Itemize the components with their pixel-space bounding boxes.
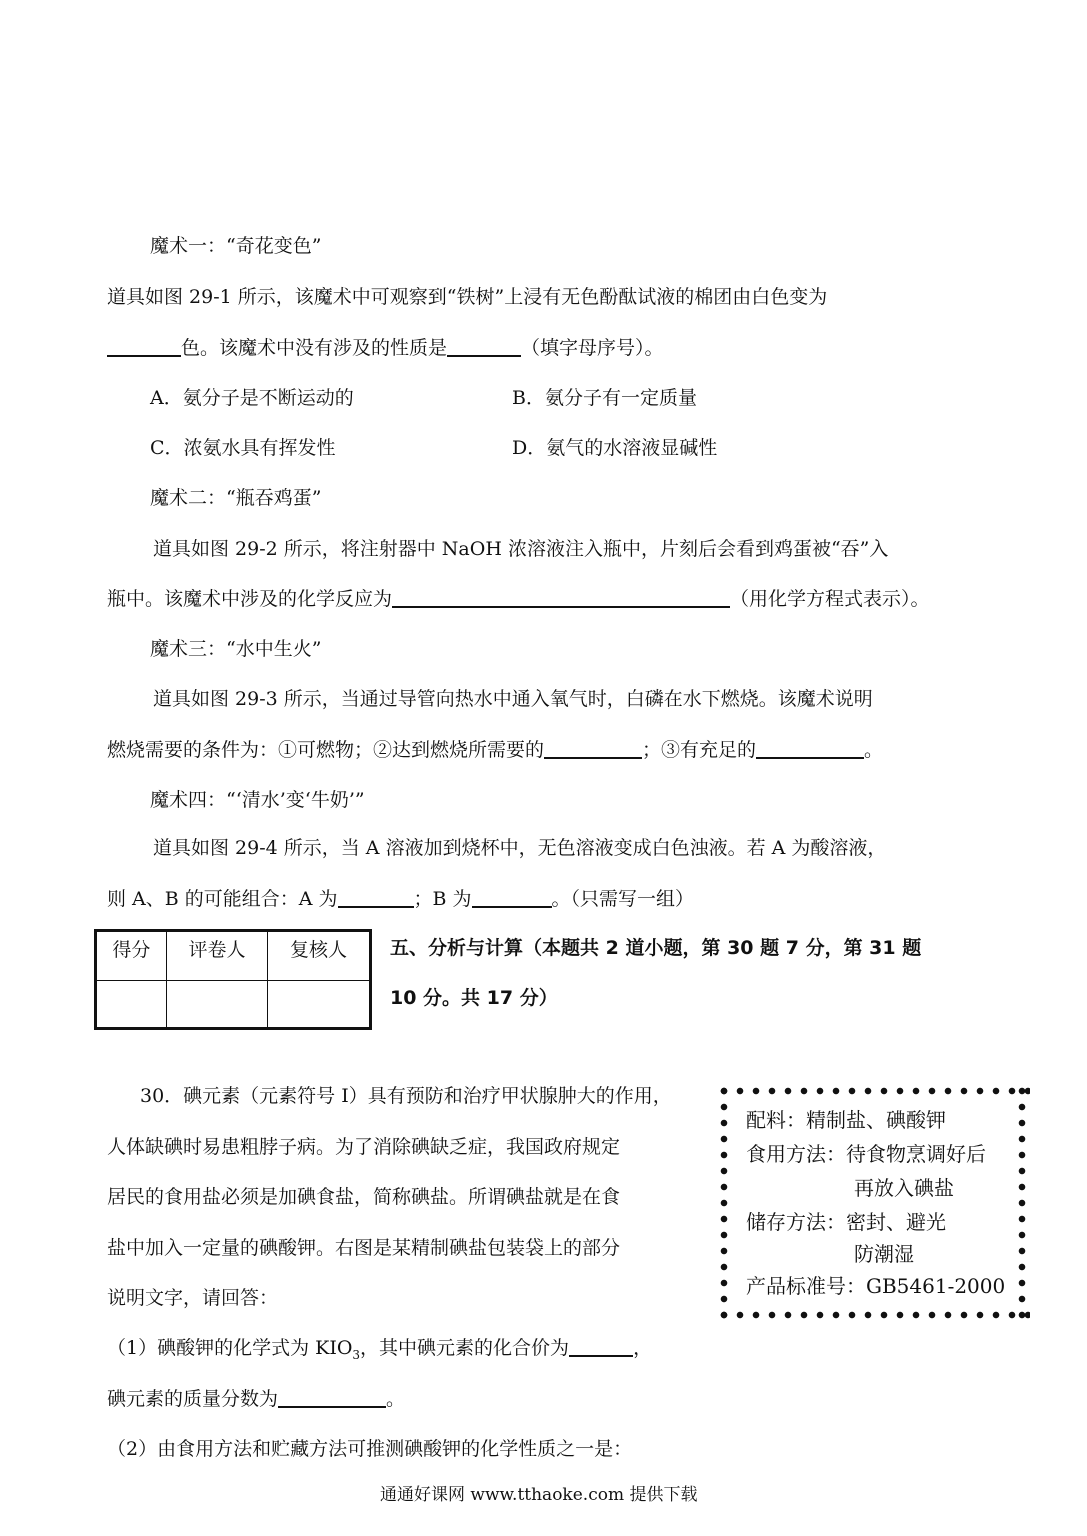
option-a: A．氨分子是不断运动的 xyxy=(150,387,354,409)
q30-sub1-line2: 碘元素的质量分数为 。 xyxy=(107,1388,406,1410)
magic2-title: 魔术二：“瓶吞鸡蛋” xyxy=(150,487,322,509)
label-usage-cont: 再放入碘盐 xyxy=(854,1176,954,1200)
option-b: B．氨分子有一定质量 xyxy=(512,387,697,409)
score-header: 得分 xyxy=(96,931,167,981)
answer-blank-b[interactable] xyxy=(472,886,552,908)
magic4-line2: 则 A、B 的可能组合：A 为 ；B 为 。（只需写一组） xyxy=(107,888,695,910)
answer-blank-oxygen[interactable] xyxy=(756,737,864,759)
magic4-line1: 道具如图 29-4 所示，当 A 溶液加到烧杯中，无色溶液变成白色浊液。若 A 为酸溶液， xyxy=(153,837,887,859)
magic2-line2: 瓶中。该魔术中涉及的化学反应为 （用化学方程式表示）。 xyxy=(107,588,930,610)
answer-blank-color[interactable] xyxy=(107,335,181,357)
magic1-line1: 道具如图 29-1 所示，该魔术中可观察到“铁树”上浸有无色酚酞试液的棉团由白色变为 xyxy=(107,286,828,308)
label-usage: 食用方法：待食物烹调好后 xyxy=(746,1142,986,1166)
label-ingredients: 配料：精制盐、碘酸钾 xyxy=(746,1108,946,1132)
label-standard: 产品标准号：GB5461-2000 xyxy=(746,1274,1006,1298)
q30-sub1: （1）碘酸钾的化学式为 $KIO_3$，其中碘元素的化合价为 ， xyxy=(107,1337,653,1362)
grader-header: 评卷人 xyxy=(166,931,267,981)
reviewer-header: 复核人 xyxy=(268,931,371,981)
section5-heading-line1: 五、分析与计算（本题共 2 道小题，第 30 题 7 分，第 31 题 xyxy=(390,937,922,959)
score-table xyxy=(94,929,372,1030)
section5-heading-line2: 10 分。共 17 分） xyxy=(390,987,558,1009)
page-footer: 通通好课网 www.tthaoke.com 提供下载 xyxy=(380,1485,698,1505)
magic1-title: 魔术一：“奇花变色” xyxy=(150,235,322,257)
q30-line5: 说明文字，请回答： xyxy=(107,1287,279,1309)
option-c: C．浓氨水具有挥发性 xyxy=(150,437,336,459)
magic3-line2: 燃烧需要的条件为：①可燃物；②达到燃烧所需要的 ；③有充足的 。 xyxy=(107,739,884,761)
grader-cell[interactable] xyxy=(166,981,267,1029)
label-storage-cont: 防潮湿 xyxy=(854,1242,914,1266)
option-d: D．氨气的水溶液显碱性 xyxy=(512,437,718,459)
magic2-line1: 道具如图 29-2 所示，将注射器中 NaOH 浓溶液注入瓶中，片刻后会看到鸡蛋被“吞”入 xyxy=(153,538,889,560)
q30-sub2: （2）由食用方法和贮藏方法可推测碘酸钾的化学性质之一是： xyxy=(107,1438,633,1460)
q30-line2: 人体缺碘时易患粗脖子病。为了消除碘缺乏症，我国政府规定 xyxy=(107,1136,621,1158)
q30-line1: 30．碘元素（元素符号 I）具有预防和治疗甲状腺肿大的作用， xyxy=(140,1085,672,1107)
magic3-line1: 道具如图 29-3 所示，当通过导管向热水中通入氧气时，白磷在水下燃烧。该魔术说明 xyxy=(153,688,873,710)
answer-blank-valence[interactable] xyxy=(569,1335,633,1357)
magic3-title: 魔术三：“水中生火” xyxy=(150,638,322,660)
q30-line4: 盐中加入一定量的碘酸钾。右图是某精制碘盐包装袋上的部分 xyxy=(107,1237,621,1259)
answer-blank-temperature[interactable] xyxy=(544,737,642,759)
answer-blank-equation[interactable] xyxy=(392,586,730,608)
answer-blank-mass-fraction[interactable] xyxy=(278,1386,386,1408)
reviewer-cell[interactable] xyxy=(268,981,371,1029)
answer-blank-property[interactable] xyxy=(447,335,521,357)
salt-label-box xyxy=(716,1083,1030,1323)
answer-blank-a[interactable] xyxy=(338,886,414,908)
q30-line3: 居民的食用盐必须是加碘食盐，简称碘盐。所谓碘盐就是在食 xyxy=(107,1186,621,1208)
magic1-line2: 色。该魔术中没有涉及的性质是 （填字母序号）。 xyxy=(107,335,664,361)
magic4-title: 魔术四：“‘清水’变‘牛奶’” xyxy=(150,789,365,811)
score-cell[interactable] xyxy=(96,981,167,1029)
label-storage: 储存方法：密封、避光 xyxy=(746,1210,946,1234)
